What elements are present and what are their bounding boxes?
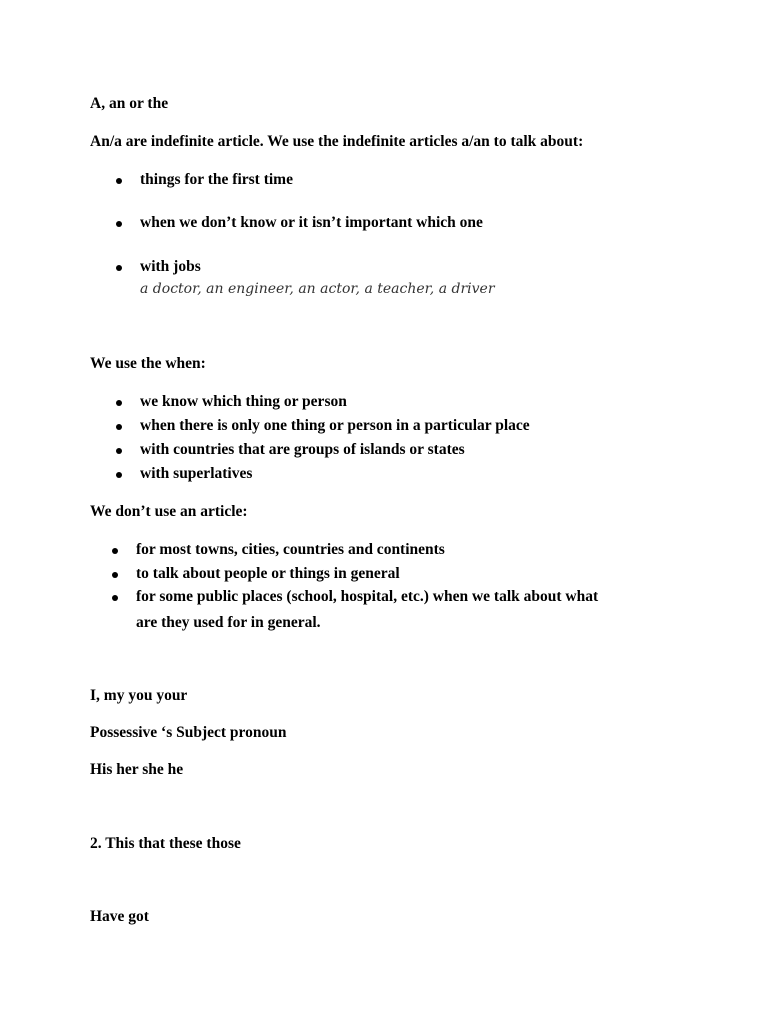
list-item-continuation: are they used for in general. — [136, 614, 321, 631]
section-heading-have-got: Have got — [90, 908, 149, 925]
list-item-text: with superlatives — [140, 465, 253, 482]
list-item-text: for most towns, cities, countries and continents — [136, 541, 445, 558]
section-heading-demonstratives: 2. This that these those — [90, 835, 241, 852]
list-item-text: things for the first time — [140, 171, 293, 188]
bullet-icon — [116, 178, 122, 184]
list-item-text: to talk about people or things in general — [136, 565, 400, 582]
pronouns-line-1: I, my you your — [90, 687, 188, 704]
jobs-example: a doctor, an engineer, an actor, a teacher, a driver — [140, 281, 495, 297]
bullet-icon — [116, 424, 122, 430]
bullet-icon — [112, 595, 118, 601]
indefinite-article-intro: An/a are indefinite article. We use the indefinite articles a/an to talk about: — [90, 133, 584, 150]
bullet-icon — [116, 400, 122, 406]
list-item-text: for some public places (school, hospital, etc.) when we talk about what — [136, 588, 599, 605]
list-item-text: with jobs — [140, 258, 201, 275]
bullet-icon — [116, 472, 122, 478]
definite-article-intro: We use the when: — [90, 355, 206, 372]
bullet-icon — [116, 448, 122, 454]
list-item-text: when there is only one thing or person in a particular place — [140, 417, 530, 434]
no-article-intro: We don’t use an article: — [90, 503, 248, 520]
pronouns-line-2: Possessive ‘s Subject pronoun — [90, 724, 287, 741]
bullet-icon — [116, 221, 122, 227]
bullet-icon — [112, 548, 118, 554]
bullet-icon — [112, 572, 118, 578]
bullet-icon — [116, 265, 122, 271]
list-item-text: when we don’t know or it isn’t important which one — [140, 214, 483, 231]
list-item-text: we know which thing or person — [140, 393, 347, 410]
section-heading-articles: A, an or the — [90, 95, 169, 112]
list-item-text: with countries that are groups of islands or states — [140, 441, 465, 458]
pronouns-line-3: His her she he — [90, 761, 184, 778]
